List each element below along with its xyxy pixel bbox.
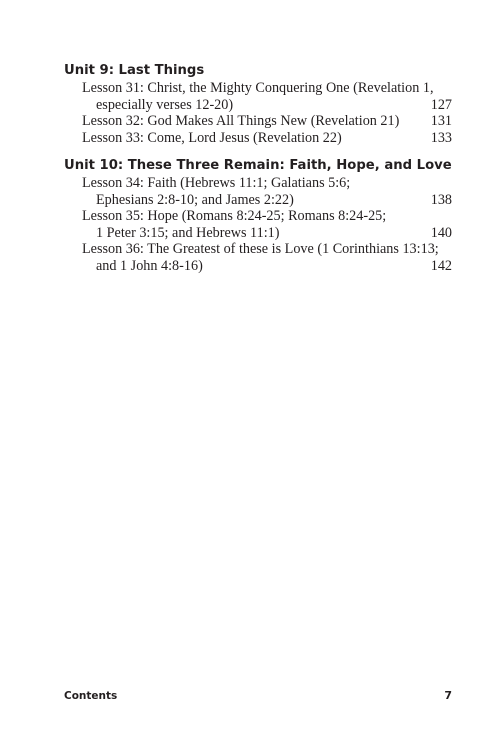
lesson-title-line: Lesson 35: Hope (Romans 8:24-25; Romans 8:24-25; — [82, 208, 387, 224]
unit-heading: Unit 10: These Three Remain: Faith, Hope, and Love — [64, 158, 452, 173]
lesson-title-line: Lesson 34: Faith (Hebrews 11:1; Galatians 5:6; — [82, 175, 351, 191]
lesson-title-continuation: especially verses 12-20) — [96, 96, 234, 113]
page-footer — [64, 688, 452, 704]
unit-9-section — [64, 62, 452, 146]
lesson-entry-31 — [64, 80, 452, 113]
lesson-page-number: 138 — [430, 191, 452, 208]
lesson-page-number: 131 — [430, 113, 452, 129]
footer-section-label: Contents — [64, 690, 118, 702]
lesson-title-line: Lesson 32: God Makes All Things New (Revelation 21) — [82, 113, 400, 129]
lesson-title-line: Lesson 33: Come, Lord Jesus (Revelation 22) — [82, 129, 342, 146]
lesson-page-number: 142 — [430, 257, 452, 274]
lesson-entry-35 — [64, 208, 452, 241]
lesson-title-continuation: 1 Peter 3:15; and Hebrews 11:1) — [96, 224, 280, 241]
lesson-page-number: 133 — [430, 129, 452, 146]
lesson-entry-33 — [64, 130, 452, 147]
lesson-page-number: 127 — [430, 96, 452, 113]
lesson-title-continuation: Ephesians 2:8-10; and James 2:22) — [96, 191, 294, 208]
lesson-title-line: Lesson 31: Christ, the Mighty Conquering One (Revelation 1, — [82, 80, 434, 96]
lesson-entry-34 — [64, 175, 452, 208]
unit-heading: Unit 9: Last Things — [64, 63, 205, 78]
lesson-title-continuation: and 1 John 4:8-16) — [96, 257, 203, 274]
lesson-page-number: 140 — [430, 224, 452, 241]
unit-10-section — [64, 157, 452, 274]
lesson-entry-36 — [64, 241, 452, 274]
lesson-entry-32 — [64, 113, 452, 130]
footer-page-number: 7 — [444, 689, 452, 702]
lesson-title-line: Lesson 36: The Greatest of these is Love (1 Corinthians 13:13; — [82, 241, 439, 257]
